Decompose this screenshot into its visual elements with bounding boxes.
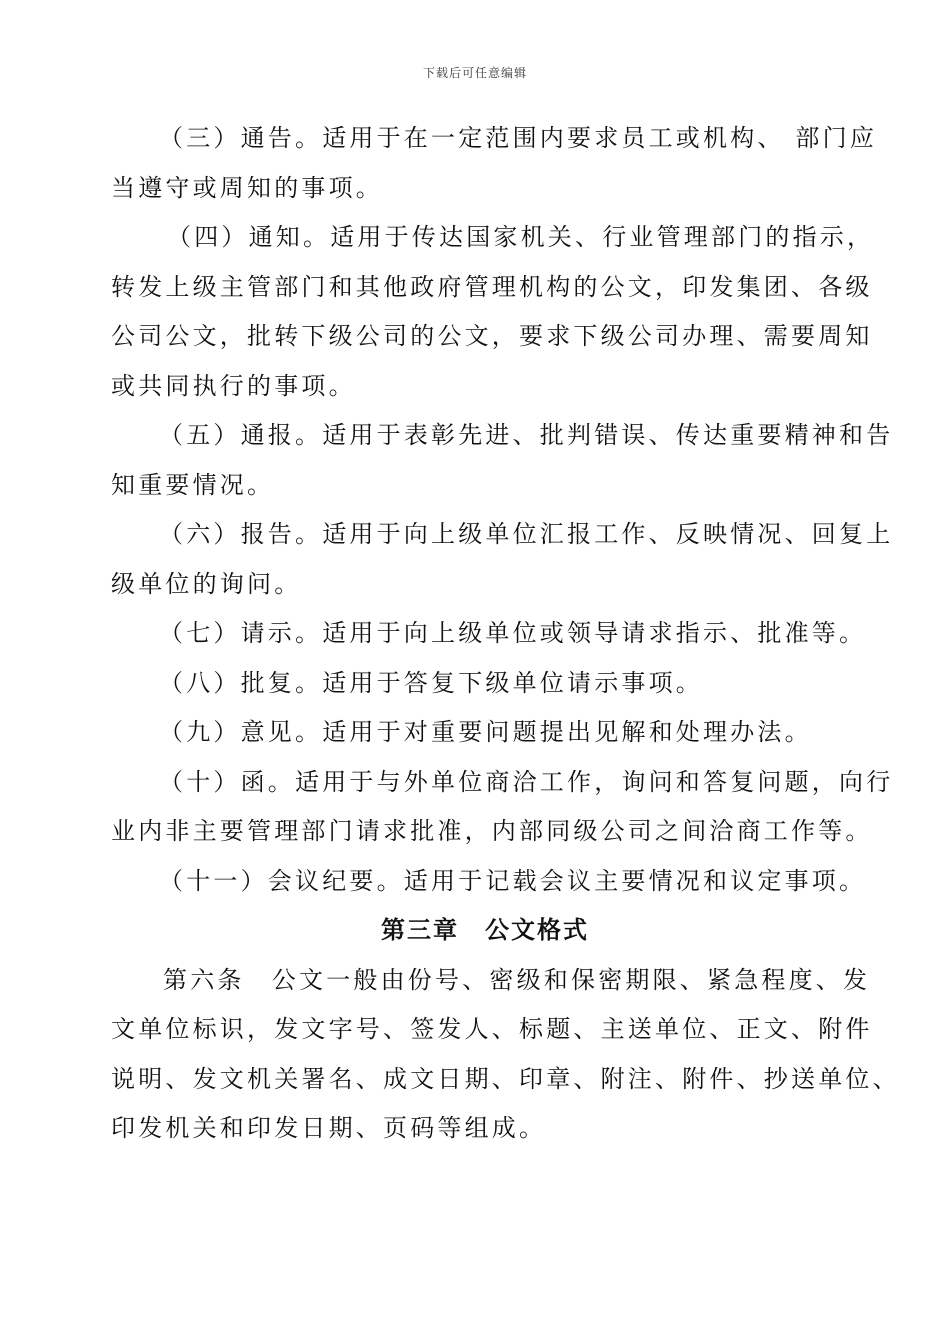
paragraph-line: （六）报告。适用于向上级单位汇报工作、反映情况、回复上 [159,520,894,548]
paragraph-line: 当遵守或周知的事项。 [111,173,383,202]
paragraph-line: 公司公文，批转下级公司的公文，要求下级公司办理、需要周知 [111,322,873,350]
article-line: 说明、发文机关署名、成文日期、印章、附注、附件、抄送单位、 [111,1064,900,1093]
paragraph-line: （八）批复。适用于答复下级单位请示事项。 [159,668,703,697]
chapter-title: 第三章 公文格式 [381,916,589,944]
paragraph-line: 业内非主要管理部门请求批准，内部同级公司之间洽商工作等。 [111,817,873,845]
paragraph-line: （五）通报。适用于表彰先进、批判错误、传达重要精神和告 [159,421,894,449]
paragraph-line: 或共同执行的事项。 [111,371,356,400]
paragraph-line: 转发上级主管部门和其他政府管理机构的公文，印发集团、各级 [111,272,873,301]
paragraph-line: （七）请示。适用于向上级单位或领导请求指示、批准等。 [159,619,867,647]
paragraph-line: （三）通告。适用于在一定范围内要求员工或机构、 部门应 [159,124,878,152]
paragraph-line: （十）函。适用于与外单位商洽工作，询问和答复问题，向行 [159,767,894,796]
paragraph-line: 级单位的询问。 [111,569,302,598]
paragraph-line: （四）通知。适用于传达国家机关、行业管理部门的指示， [167,223,875,251]
article-line: 印发机关和印发日期、页码等组成。 [111,1114,547,1142]
paragraph-line: 知重要情况。 [111,470,275,499]
paragraph-line: （九）意见。适用于对重要问题提出见解和处理办法。 [159,718,812,746]
document-body [111,114,900,1154]
page-header-note: 下载后可任意编辑 [422,66,527,80]
article-line: 第六条 公文一般由份号、密级和保密期限、紧急程度、发 [163,965,871,994]
paragraph-line: （十一）会议纪要。适用于记载会议主要情况和议定事项。 [159,866,867,895]
article-line: 文单位标识，发文字号、签发人、标题、主送单位、正文、附件 [111,1015,873,1043]
